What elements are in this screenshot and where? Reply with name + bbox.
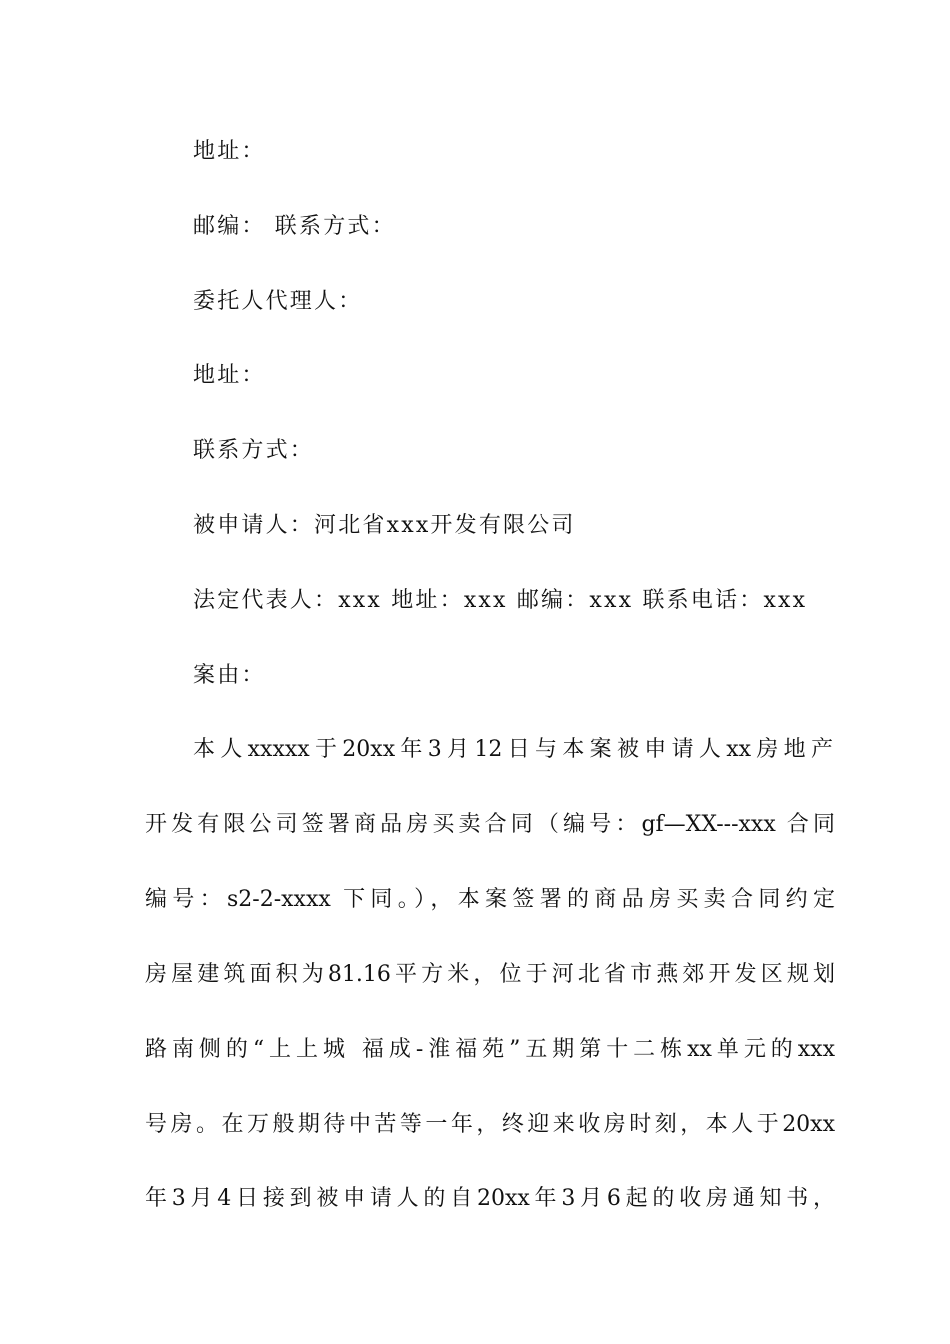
cause-line: 案由：: [193, 663, 266, 688]
body-line-1: 本人xxxxx于20xx年3月12日与本案被申请人xx房地产: [193, 737, 833, 762]
agent-contact-line: 联系方式：: [193, 438, 315, 463]
body-line-2: 开发有限公司签署商品房买卖合同（编号：gf—XX---xxx 合同: [145, 812, 835, 837]
respondent-line: 被申请人：河北省xxx开发有限公司: [193, 513, 576, 538]
legal-representative-line: 法定代表人：xxx 地址：xxx 邮编：xxx 联系电话：xxx: [193, 588, 808, 613]
address-line: 地址：: [193, 139, 266, 164]
body-line-7: 年3月4日接到被申请人的自20xx年3月6起的收房通知书，: [145, 1186, 835, 1211]
body-line-5: 路南侧的“上上城 福成-淮福苑”五期第十二栋xx单元的xxx: [145, 1037, 835, 1062]
postcode-contact-line: 邮编： 联系方式：: [193, 214, 396, 239]
agent-line: 委托人代理人：: [193, 289, 363, 314]
body-line-4: 房屋建筑面积为81.16平方米，位于河北省市燕郊开发区规划: [145, 962, 835, 987]
body-line-3: 编号：s2-2-xxxx 下同。），本案签署的商品房买卖合同约定: [145, 887, 835, 912]
body-line-6: 号房。在万般期待中苦等一年，终迎来收房时刻，本人于20xx: [145, 1112, 835, 1137]
agent-address-line: 地址：: [193, 363, 266, 388]
